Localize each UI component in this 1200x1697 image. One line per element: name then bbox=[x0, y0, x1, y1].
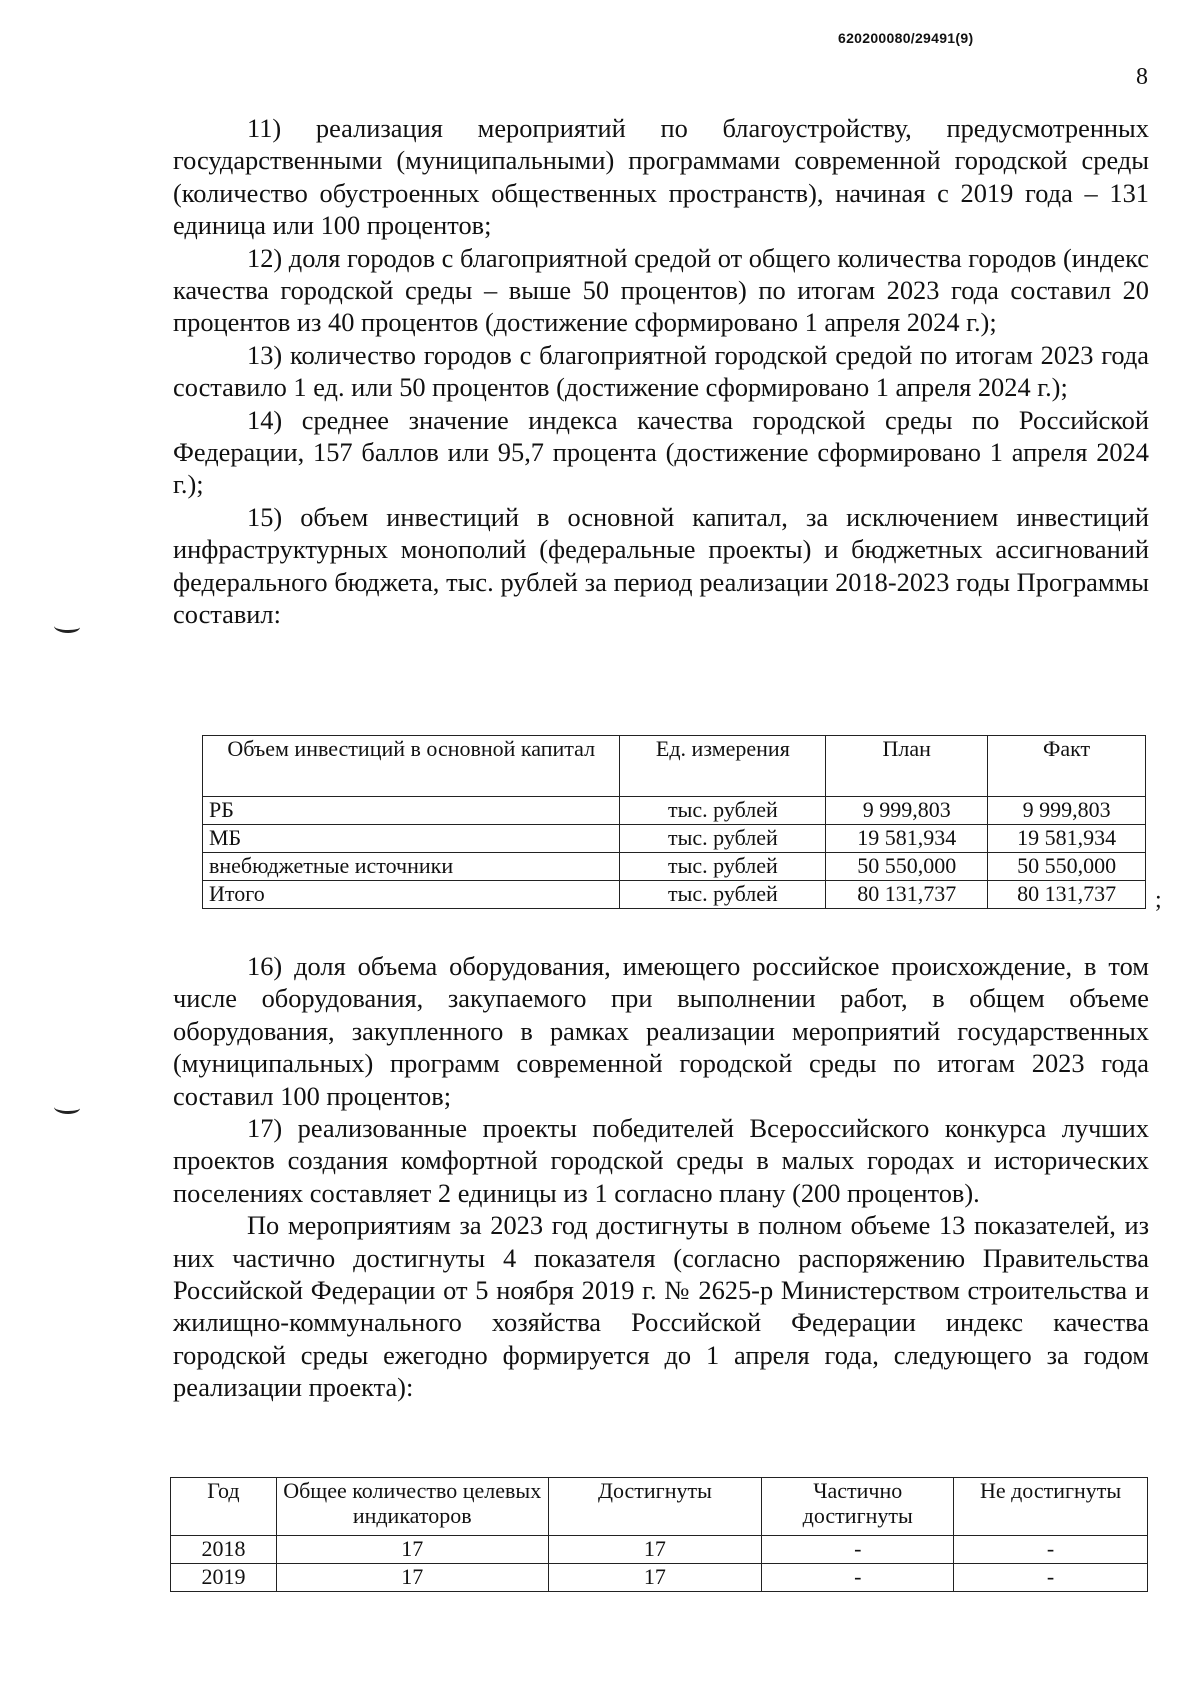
paragraph-14: 14) среднее значение индекса качества городской среды по Российской Федерации, 157 баллов или 95,7 процента (достижение сформировано 1 апреля 2024 г.); bbox=[173, 404, 1149, 500]
table-row bbox=[171, 1536, 1148, 1564]
row-plan: 19 581,934 bbox=[826, 825, 988, 853]
table-row bbox=[203, 825, 1146, 853]
row-unit: тыс. рублей bbox=[620, 825, 826, 853]
indicators-table bbox=[170, 1477, 1148, 1592]
row-achieved: 17 bbox=[548, 1564, 762, 1592]
row-partial: - bbox=[762, 1564, 954, 1592]
row-label: МБ bbox=[203, 825, 620, 853]
row-total: 17 bbox=[276, 1564, 548, 1592]
row-unit: тыс. рублей bbox=[620, 797, 826, 825]
paragraphs-top bbox=[173, 112, 1149, 631]
table-row bbox=[203, 797, 1146, 825]
row-year: 2019 bbox=[171, 1564, 277, 1592]
col-header-investment: Объем инвестиций в основной капитал bbox=[203, 736, 620, 797]
paragraph-12: 12) доля городов с благоприятной средой от общего количества городов (индекс качества городской среды – выше 50 процентов) по итогам 2023 года составил 20 процентов из 40 процентов (достижение сформировано 1 апреля 2024 г.); bbox=[173, 242, 1149, 338]
row-plan: 50 550,000 bbox=[826, 853, 988, 881]
row-achieved: 17 bbox=[548, 1536, 762, 1564]
table-trailing-semicolon: ; bbox=[1155, 887, 1162, 913]
col-header-achieved: Достигнуты bbox=[548, 1478, 762, 1536]
col-header-unit: Ед. измерения bbox=[620, 736, 826, 797]
paragraphs-bottom bbox=[173, 950, 1149, 1404]
col-header-total: Общее количество целевых индикаторов bbox=[276, 1478, 548, 1536]
row-label: Итого bbox=[203, 881, 620, 909]
row-not-achieved: - bbox=[954, 1564, 1148, 1592]
row-fact: 19 581,934 bbox=[988, 825, 1146, 853]
col-header-partial: Частично достигнуты bbox=[762, 1478, 954, 1536]
row-year: 2018 bbox=[171, 1536, 277, 1564]
investment-table bbox=[202, 735, 1146, 909]
row-partial: - bbox=[762, 1536, 954, 1564]
col-header-year: Год bbox=[171, 1478, 277, 1536]
row-fact: 80 131,737 bbox=[988, 881, 1146, 909]
paragraph-13: 13) количество городов с благоприятной городской средой по итогам 2023 года составило 1 ед. или 50 процентов (достижение сформировано 1 апреля 2024 г.); bbox=[173, 339, 1149, 403]
paragraph-summary: По мероприятиям за 2023 год достигнуты в полном объеме 13 показателей, из них частично достигнуты 4 показателя (согласно распоряжению Правительства Российской Федерации от 5 ноября 2019 г. № 2625-р Министерством строительства и жилищно-коммунального хозяйства Российской Федерации индекс качества городской среды ежегодно формируется до 1 апреля года, следующего за годом реализации проекта): bbox=[173, 1210, 1149, 1403]
row-unit: тыс. рублей bbox=[620, 853, 826, 881]
table-row bbox=[171, 1564, 1148, 1592]
row-fact: 50 550,000 bbox=[988, 853, 1146, 881]
paragraph-15: 15) объем инвестиций в основной капитал, за исключением инвестиций инфраструктурных монополий (федеральные проекты) и бюджетных ассигнований федерального бюджета, тыс. рублей за период реализации 2018-2023 годы Программы составил: bbox=[173, 501, 1149, 630]
page-number: 8 bbox=[1136, 64, 1148, 90]
col-header-fact: Факт bbox=[988, 736, 1146, 797]
row-total: 17 bbox=[276, 1536, 548, 1564]
table-row bbox=[203, 853, 1146, 881]
paragraph-17: 17) реализованные проекты победителей Всероссийского конкурса лучших проектов создания комфортной городской среды в малых городах и исторических поселениях составляет 2 единицы из 1 согласно плану (200 процентов). bbox=[173, 1113, 1149, 1208]
row-not-achieved: - bbox=[954, 1536, 1148, 1564]
row-fact: 9 999,803 bbox=[988, 797, 1146, 825]
row-label: внебюджетные источники bbox=[203, 853, 620, 881]
paragraph-11: 11) реализация мероприятий по благоустройству, предусмотренных государственными (муниципальными) программами современной городской среды (количество обустроенных общественных пространств), начиная с 2019 года – 131 единица или 100 процентов; bbox=[173, 113, 1149, 241]
table-row-total bbox=[203, 881, 1146, 909]
row-label: РБ bbox=[203, 797, 620, 825]
row-plan: 80 131,737 bbox=[826, 881, 988, 909]
paragraph-16: 16) доля объема оборудования, имеющего российское происхождение, в том числе оборудования, закупаемого при выполнении работ, в общем объеме оборудования, закупленного в рамках реализации мероприятий государственных (муниципальных) программ современной городской среды по итогам 2023 года составил 100 процентов; bbox=[173, 951, 1149, 1111]
row-plan: 9 999,803 bbox=[826, 797, 988, 825]
col-header-plan: План bbox=[826, 736, 988, 797]
document-id: 620200080/29491(9) bbox=[838, 30, 974, 46]
margin-tick-mark bbox=[54, 1101, 80, 1114]
row-unit: тыс. рублей bbox=[620, 881, 826, 909]
indicators-table-header-row bbox=[171, 1478, 1148, 1536]
investment-table-header-row bbox=[203, 736, 1146, 797]
col-header-not-achieved: Не достигнуты bbox=[954, 1478, 1148, 1536]
margin-tick-mark bbox=[54, 620, 80, 633]
